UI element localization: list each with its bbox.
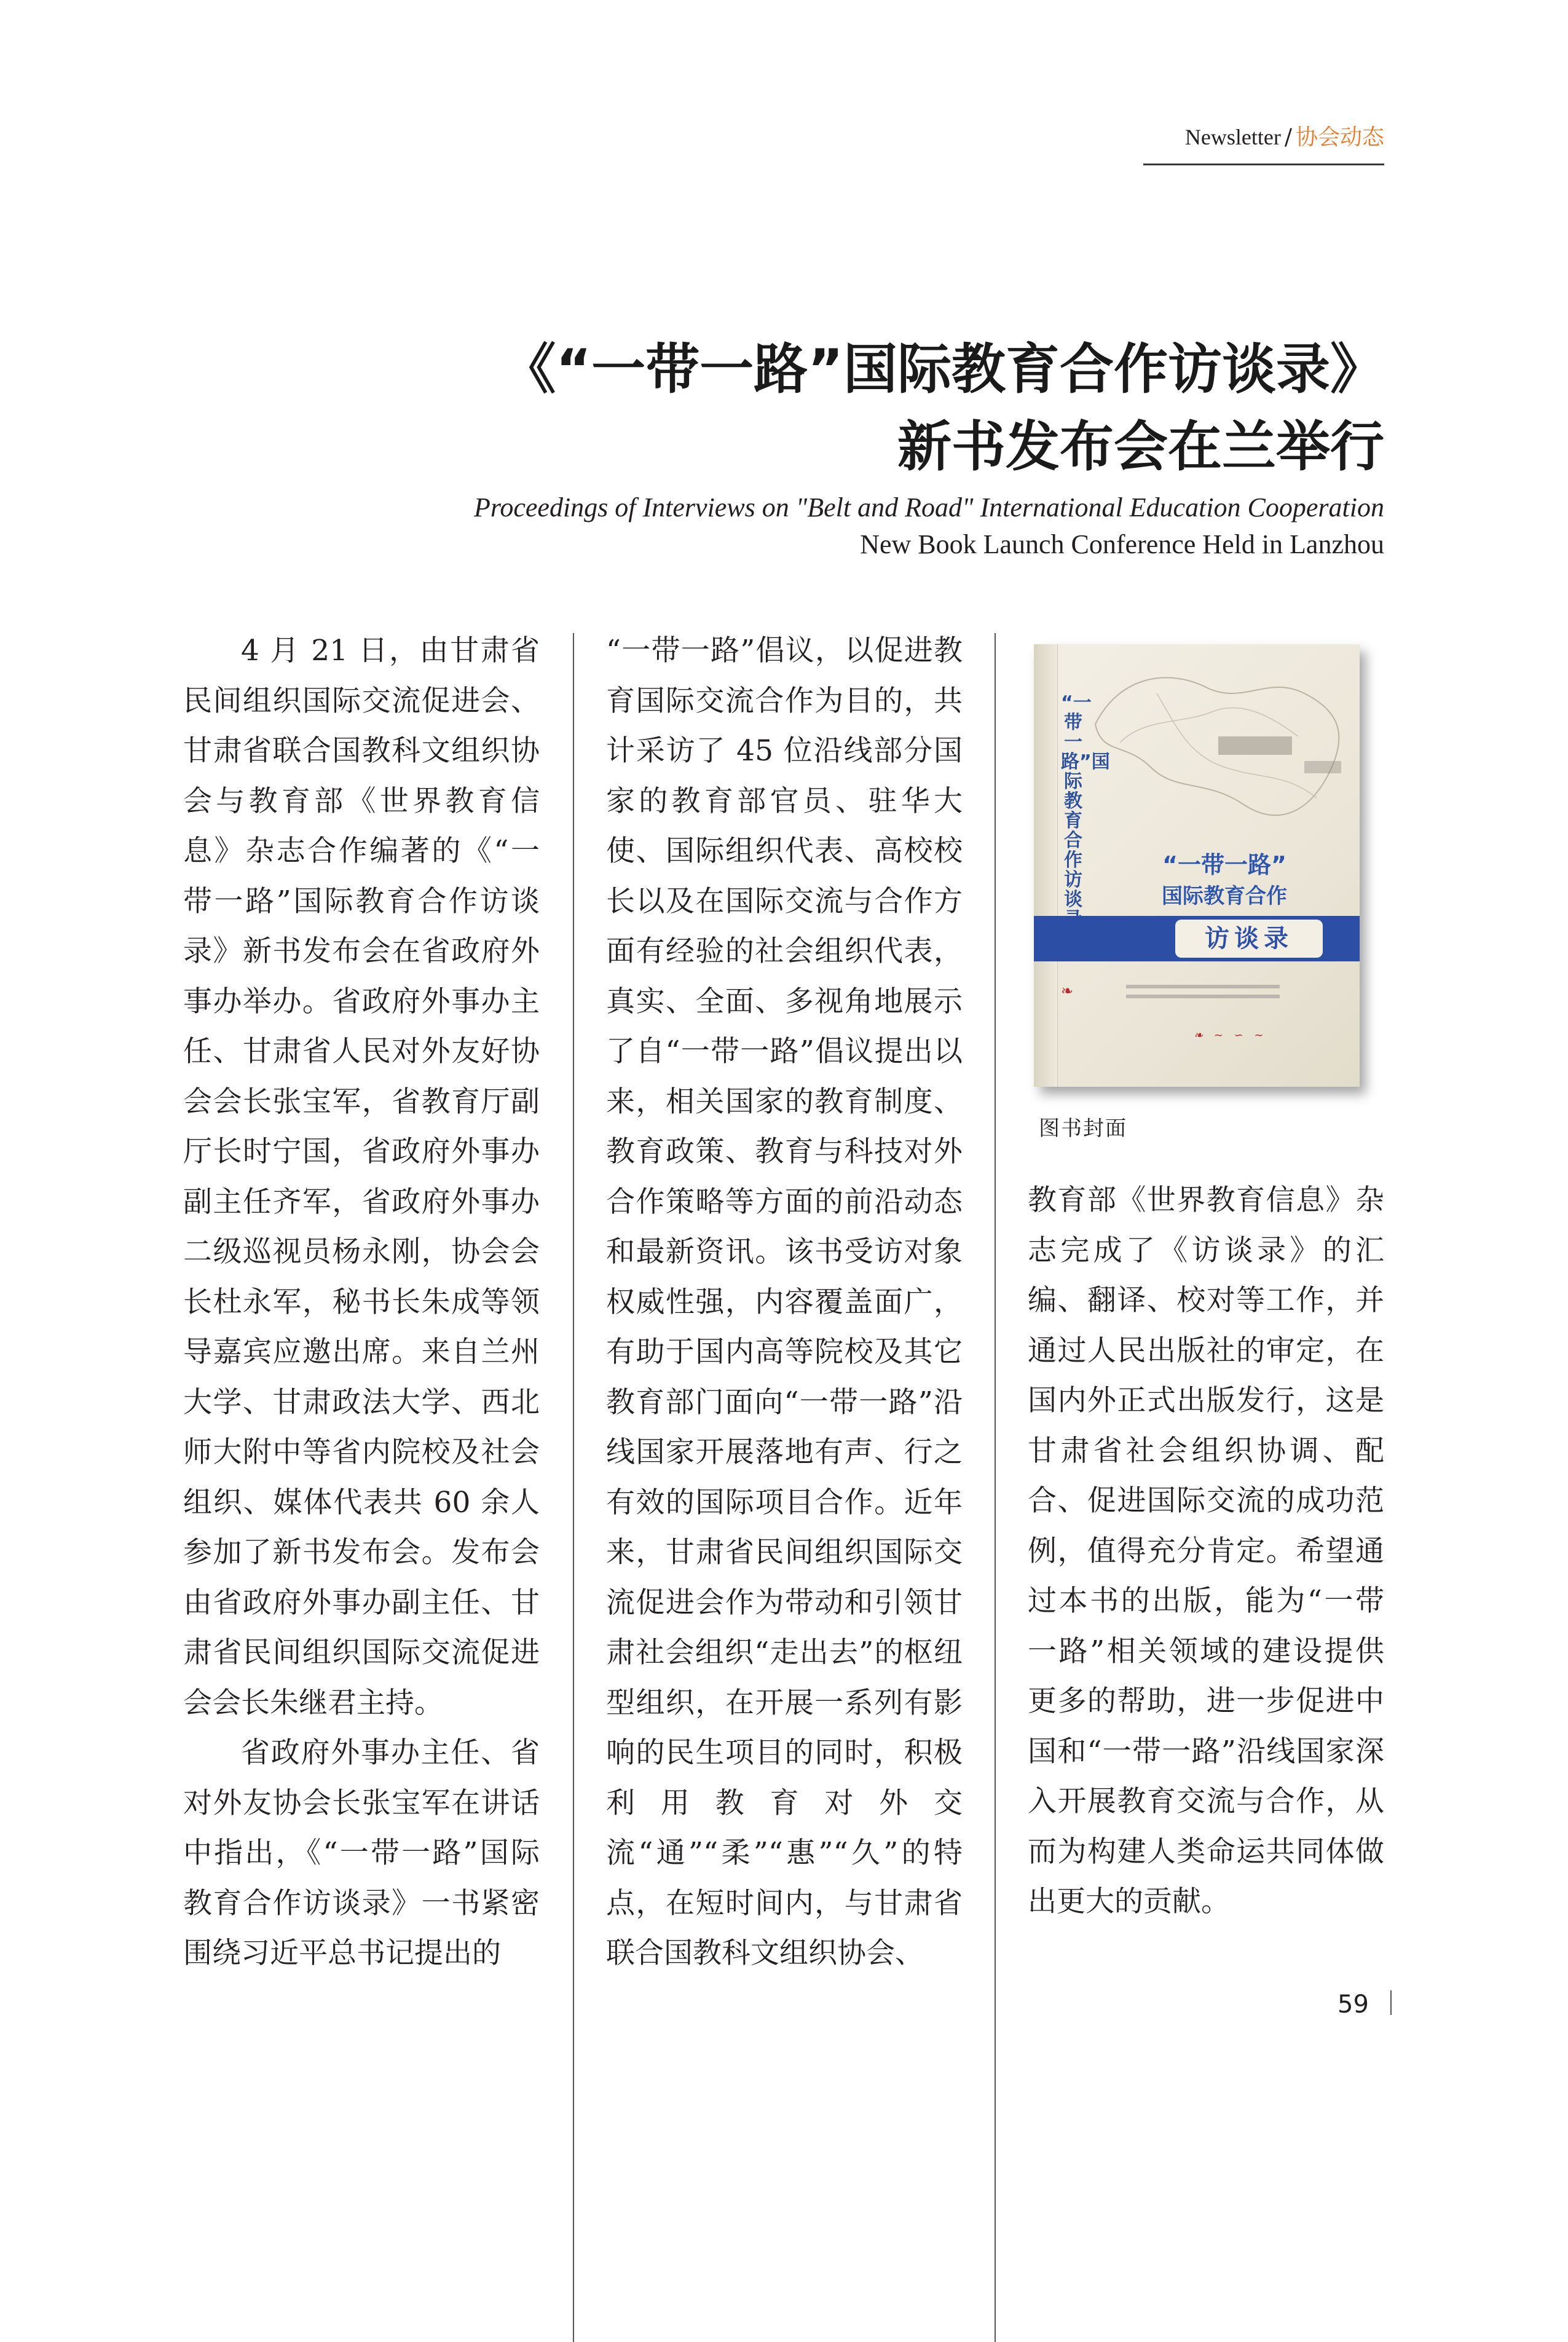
section-name-en: Newsletter — [1184, 125, 1281, 149]
section-name-cn: 协会动态 — [1295, 125, 1384, 150]
text-column-1 — [183, 626, 540, 1979]
book-editors-lines — [1126, 981, 1280, 998]
column-divider-1 — [573, 633, 574, 2342]
paragraph-2: 省政府外事办主任、省对外友协会长张宝军在讲话中指出，《“一带一路”国际教育合作访谈录》一书紧密围绕习近平总书记提出的 — [183, 1736, 540, 1970]
book-spine — [1034, 644, 1058, 1087]
page-number: 59 — [1338, 1990, 1369, 2019]
publisher-logo-icon: ❧ — [1061, 982, 1074, 999]
section-separator: / — [1284, 125, 1292, 150]
article-subtitle-en-line-2: New Book Launch Conference Held in Lanzhou — [860, 529, 1384, 559]
section-header — [1143, 122, 1384, 165]
book-cover-caption: 图书封面 — [1039, 1116, 1127, 1141]
article-subtitle-en-line-1: Proceedings of Interviews on "Belt and Road" International Education Cooperation — [473, 492, 1384, 522]
book-title-line-1: “一带一路” — [1162, 851, 1286, 878]
book-publisher-mark: ❧ ∼ ∽ ∼ — [1194, 1029, 1267, 1042]
column-divider-2 — [995, 633, 996, 2342]
book-vertical-title: “一带一路”国际教育合作访谈 — [1061, 692, 1110, 910]
paragraph-3-continued: 教育部《世界教育信息》杂志完成了《访谈录》的汇编、翻译、校对等工作，并通过人民出版社的审定，在国内外正式出版发行，这是甘肃省社会组织协调、配合、促进国际交流的成功范例，值得充分肯定。希望通过本书的出版，能为“一带一路”相关领域的建设提供更多的帮助，进一步促进中国和“一带一路”沿线国家深入开展教育交流与合作，从而为构建人类命运共同体做出更大的贡献。 — [1028, 1183, 1384, 1918]
book-cover-image — [1034, 644, 1360, 1087]
book-map-illustration — [1083, 650, 1360, 853]
paragraph-2-continued: “一带一路”倡议，以促进教育国际交流合作为目的，共计采访了 45 位沿线部分国家的教育部官员、驻华大使、国际组织代表、高校校长以及在国际交流与合作方面有经验的社会组织代表，真实、全面、多视角地展示了自“一带一路”倡议提出以来，相关国家的教育制度、教育政策、教育与科技对外合作策略等方面的前沿动态和最新资讯。该书受访对象权威性强，内容覆盖面广，有助于国内高等院校及其它教育部门面向“一带一路”沿线国家开展落地有声、行之有效的国际项目合作。近年来，甘肃省民间组织国际交流促进会作为带动和引领甘肃社会组织“走出去”的枢纽型组织，在开展一系列有影响的民生项目的同时，积极利用教育对外交流“通”“柔”“惠”“久”的特点，在短时间内，与甘肃省联合国教科文组织协会、 — [606, 634, 963, 1970]
paragraph-1: 4 月 21 日，由甘肃省民间组织国际交流促进会、甘肃省联合国教科文组织协会与教育部《世界教育信息》杂志合作编著的《“一带一路”国际教育合作访谈录》新书发布会在省政府外事办举办。省政府外事办主任、甘肃省人民对外友好协会会长张宝军，省教育厅副厅长时宁国，省政府外事办副主任齐军，省政府外事办二级巡视员杨永刚，协会会长杜永军，秘书长朱成等领导嘉宾应邀出席。来自兰州大学、甘肃政法大学、西北师大附中等省内院校及社会组织、媒体代表共 60 余人参加了新书发布会。发布会由省政府外事办副主任、甘肃省民间组织国际交流促进会会长朱继君主持。 — [183, 634, 540, 1720]
text-column-3 — [1028, 1175, 1384, 1927]
page-number-bar — [1390, 1990, 1392, 2015]
book-title-line-2: 国际教育合作 — [1162, 884, 1287, 909]
article-title-line-1: 《“一带一路”国际教育合作访谈录》 — [502, 337, 1384, 401]
book-title-band-text: 访谈录 — [1175, 920, 1323, 958]
article-title-line-2: 新书发布会在兰举行 — [897, 415, 1384, 478]
text-column-2 — [606, 626, 963, 1979]
